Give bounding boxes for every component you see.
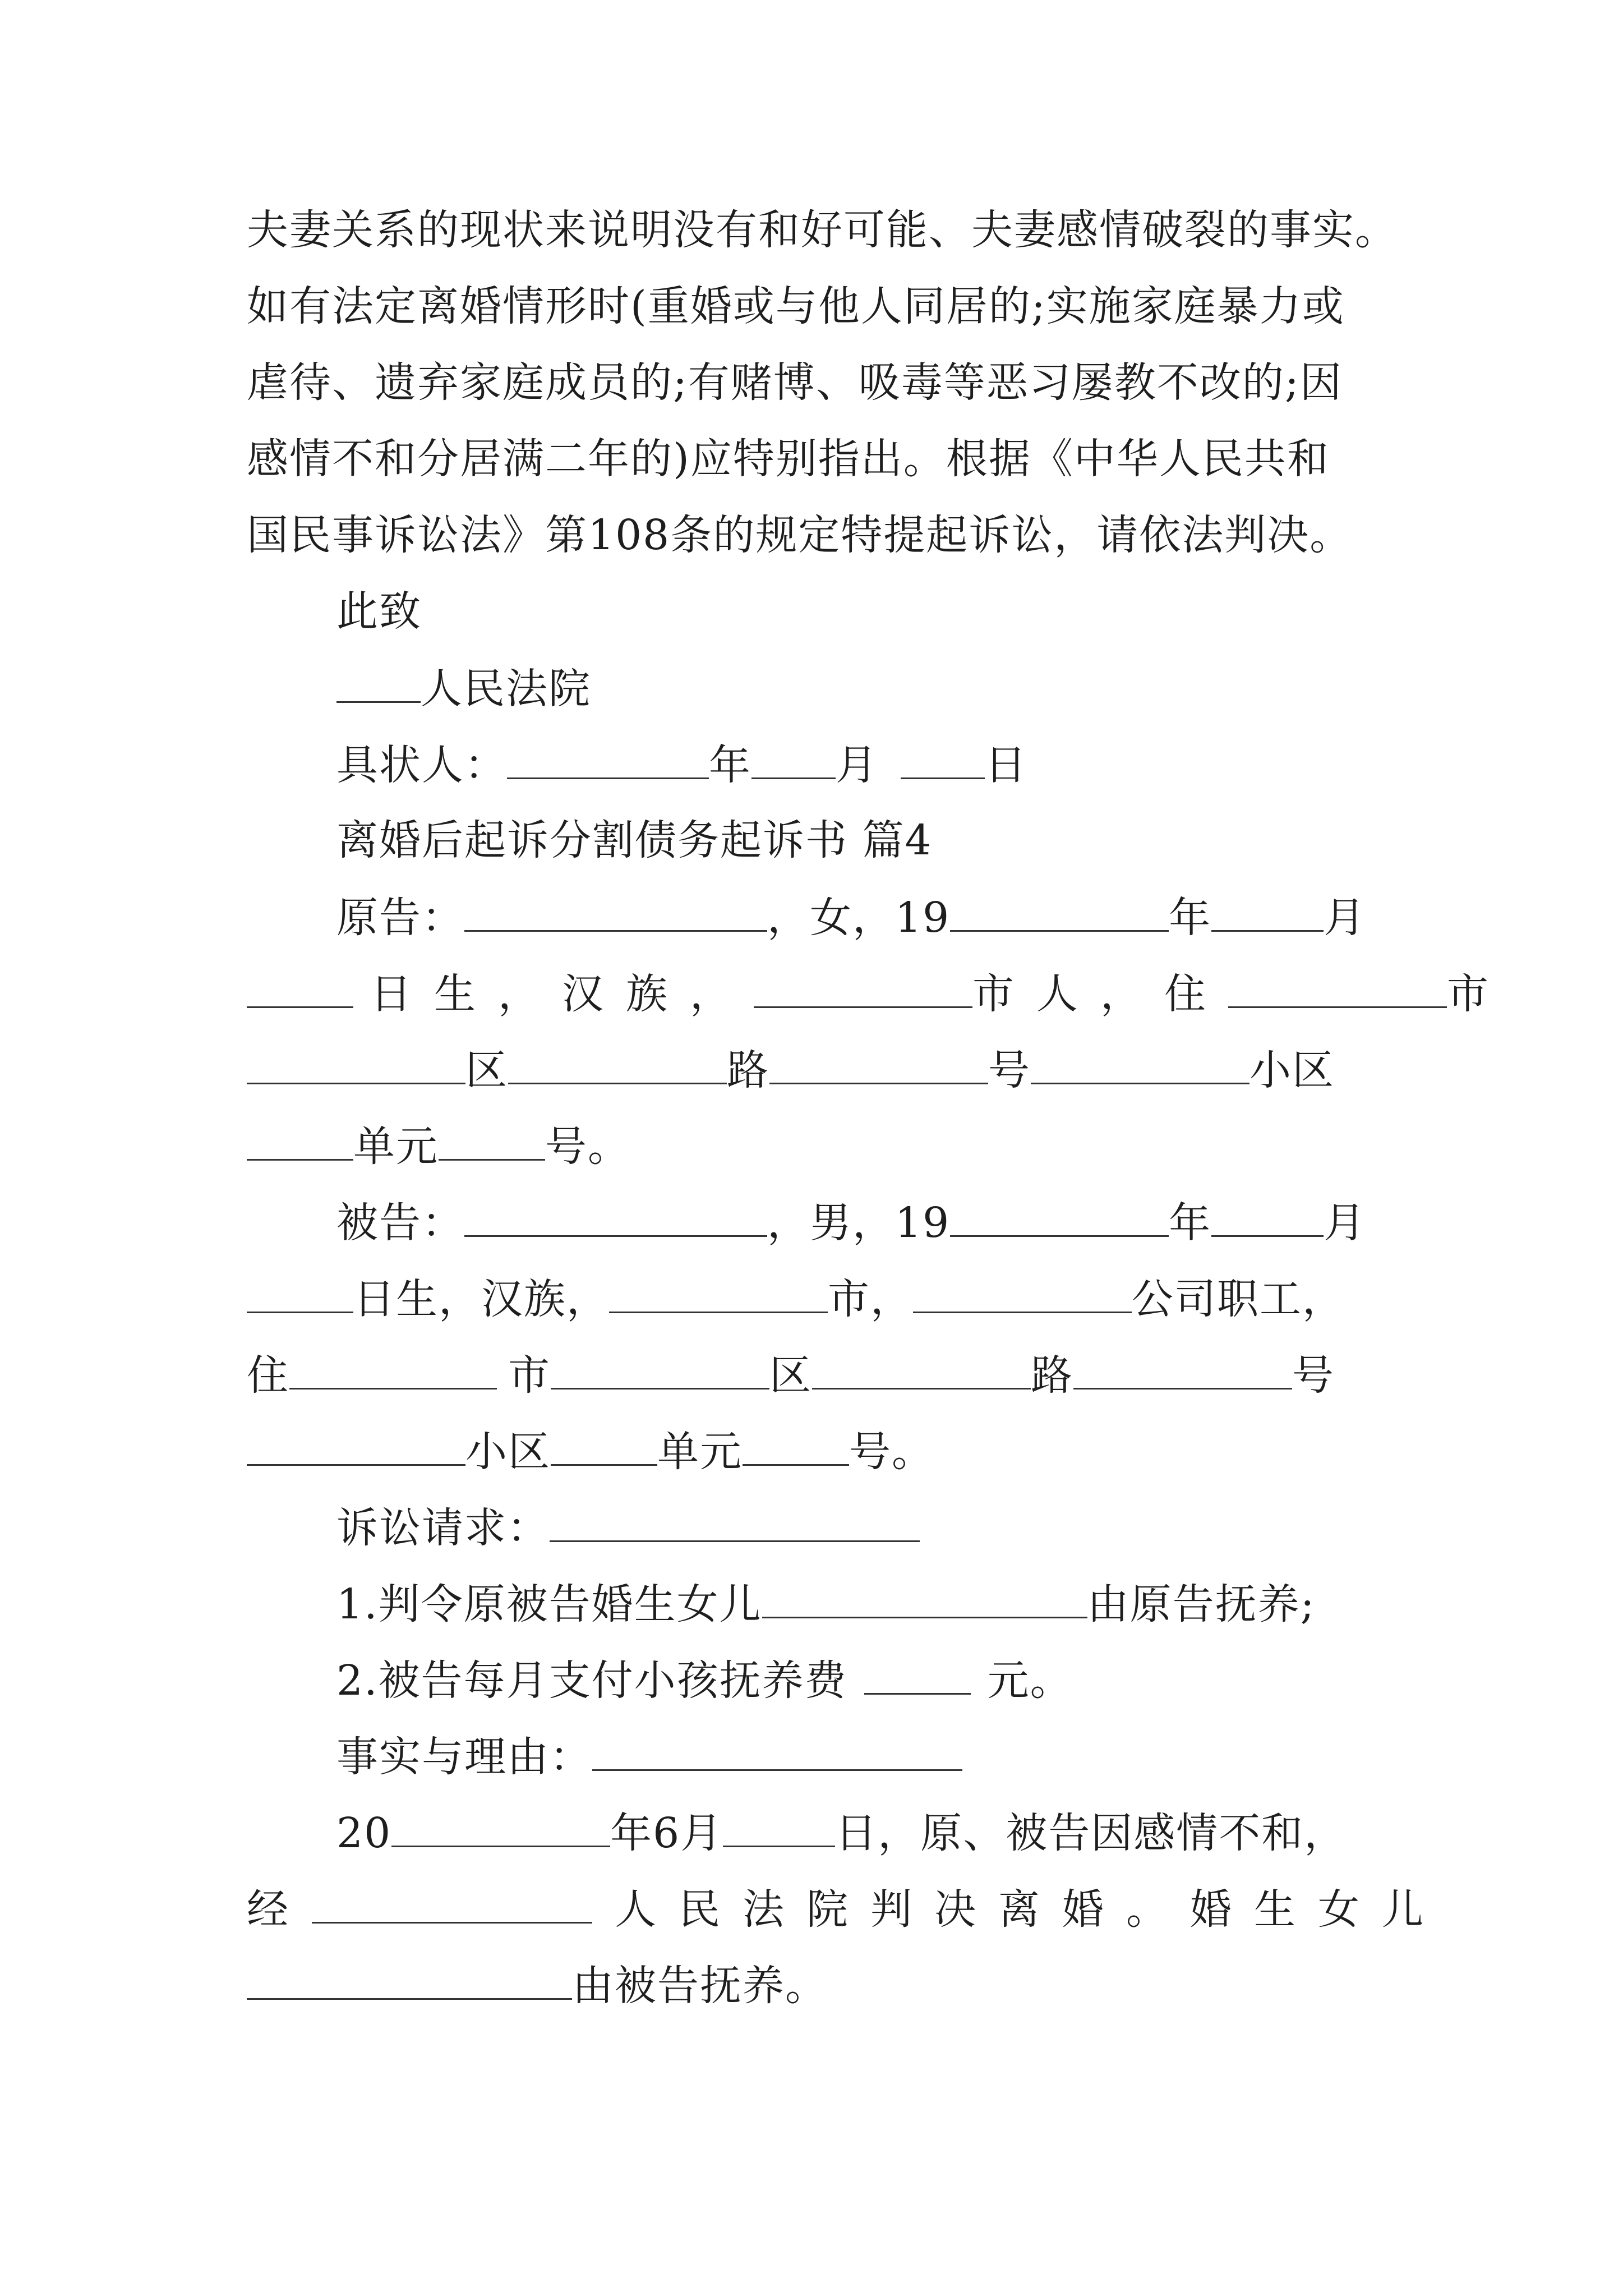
road-blank[interactable] [508, 1041, 727, 1084]
number-blank[interactable] [1073, 1346, 1292, 1389]
year-label: 年 [1169, 894, 1212, 942]
paragraph-line [247, 278, 1376, 334]
number-end-label: 号。 [849, 1428, 934, 1476]
number-end-label: 号。 [545, 1122, 630, 1171]
number-blank[interactable] [769, 1041, 988, 1084]
road-blank[interactable] [812, 1346, 1031, 1389]
defendant-line-4 [247, 1423, 1376, 1480]
claims-label: 诉讼请求： [336, 1504, 550, 1552]
gender-text: ，女，19 [767, 894, 951, 942]
district-label: 区 [465, 1046, 508, 1094]
defendant-label: 被告： [336, 1199, 464, 1247]
claim-item-2 [336, 1651, 1376, 1709]
room-blank[interactable] [743, 1423, 849, 1466]
number-label: 号 [1292, 1351, 1335, 1400]
birth-day-blank[interactable] [247, 965, 353, 1008]
month-label: 月 [1324, 1199, 1367, 1247]
number-label: 号 [988, 1046, 1031, 1094]
city-blank[interactable] [609, 1270, 828, 1313]
gender-text: ，男，19 [767, 1199, 951, 1247]
paragraph-line [247, 431, 1376, 487]
plaintiff-line-3 [247, 1041, 1376, 1098]
claim1-text: 1.判令原被告婚生女儿 [336, 1580, 762, 1628]
section-title-text: 离婚后起诉分割债务起诉书 篇4 [336, 816, 933, 864]
year-prefix: 20 [336, 1809, 392, 1857]
company-label: 公司职工， [1132, 1275, 1345, 1323]
claims-blank[interactable] [550, 1499, 920, 1542]
facts-label: 事实与理由： [336, 1733, 592, 1781]
community-label: 小区 [1249, 1046, 1335, 1094]
claim2-suffix: 元。 [987, 1657, 1073, 1705]
residence-city-blank[interactable] [1228, 965, 1447, 1008]
city-label: 市， [828, 1275, 913, 1323]
plaintiff-line-2 [247, 965, 1490, 1022]
facts-line-3 [247, 1957, 1376, 2014]
plaintiff-line-1 [336, 889, 1376, 946]
unit-blank[interactable] [247, 1117, 353, 1161]
paragraph-line [247, 355, 1376, 411]
birth-day-blank[interactable] [247, 1270, 353, 1313]
plaintiff-name-blank[interactable] [464, 889, 767, 932]
court-text: 人民法院 [421, 665, 591, 713]
birth-month-blank[interactable] [1211, 1194, 1324, 1237]
court-blank[interactable] [312, 1880, 592, 1924]
unit-label: 单元 [353, 1122, 439, 1171]
month-label: 月 [1324, 894, 1367, 942]
claim2-text: 2.被告每月支付小孩抚养费 [336, 1657, 847, 1705]
facts-line-1 [336, 1804, 1376, 1861]
daughter-name-blank[interactable] [762, 1575, 1087, 1618]
district-label: 区 [769, 1351, 812, 1400]
text: 如有法定离婚情形时(重婚或与他人同居的;实施家庭暴力或 [247, 282, 1345, 330]
road-label: 路 [1031, 1351, 1073, 1400]
facts-line-2 [247, 1880, 1446, 1938]
birth-year-blank[interactable] [950, 889, 1169, 932]
daughter-name-blank[interactable] [247, 1957, 572, 2000]
month-label: 月 [836, 741, 878, 789]
claim1-suffix: 由原告抚养; [1087, 1580, 1316, 1628]
origin-city-blank[interactable] [754, 965, 972, 1008]
defendant-name-blank[interactable] [464, 1194, 767, 1237]
defendant-line-3 [247, 1346, 1376, 1404]
claims-heading [336, 1499, 1376, 1556]
text: 感情不和分居满二年的)应特别指出。根据《中华人民共和 [247, 435, 1330, 483]
year-month-text: 年6月 [610, 1809, 723, 1857]
district-blank[interactable] [247, 1041, 465, 1084]
signer-blank[interactable] [507, 736, 709, 779]
section-title [336, 812, 1376, 868]
signer-line [336, 736, 1376, 793]
community-blank[interactable] [247, 1423, 465, 1466]
paragraph-line [247, 507, 1376, 563]
day-blank[interactable] [723, 1804, 835, 1847]
road-label: 路 [727, 1046, 769, 1094]
year-label: 年 [709, 741, 751, 789]
plaintiff-label: 原告： [336, 894, 464, 942]
origin-text: 市人，住 [972, 970, 1228, 1018]
year-blank[interactable] [391, 1804, 610, 1847]
defendant-line-2 [247, 1270, 1376, 1327]
month-blank[interactable] [751, 736, 836, 779]
court-line [336, 660, 1376, 717]
room-blank[interactable] [439, 1117, 545, 1161]
court-judgment-text: 人民法院判决离婚。婚生女儿 [615, 1885, 1446, 1934]
city-blank[interactable] [289, 1346, 497, 1389]
salutation [336, 583, 1376, 639]
court-blank[interactable] [336, 660, 421, 703]
company-blank[interactable] [913, 1270, 1132, 1313]
day-blank[interactable] [901, 736, 985, 779]
facts-blank[interactable] [592, 1728, 962, 1771]
claim-item-1 [336, 1575, 1376, 1632]
community-blank[interactable] [1031, 1041, 1249, 1084]
live-label: 住 [247, 1351, 289, 1400]
support-amount-blank[interactable] [864, 1651, 971, 1695]
day-label: 日 [985, 741, 1027, 789]
signer-label: 具状人： [336, 741, 507, 789]
birth-text: 日生，汉族， [370, 970, 754, 1018]
salutation-text: 此致 [336, 587, 422, 636]
raise-text: 由被告抚养。 [572, 1962, 828, 2010]
paragraph-line [247, 202, 1398, 258]
text: 虐待、遗弃家庭成员的;有赌博、吸毒等恶习屡教不改的;因 [247, 358, 1343, 407]
plaintiff-line-4 [247, 1117, 1376, 1175]
birth-year-blank[interactable] [950, 1194, 1169, 1237]
by-text: 经 [247, 1885, 289, 1934]
text: 国民事诉讼法》第108条的规定特提起诉讼，请依法判决。 [247, 511, 1353, 559]
community-label: 小区 [465, 1428, 551, 1476]
city-label: 市 [1447, 970, 1490, 1018]
facts-heading [336, 1728, 1376, 1785]
birth-month-blank[interactable] [1211, 889, 1324, 932]
year-label: 年 [1169, 1199, 1212, 1247]
unit-label: 单元 [657, 1428, 743, 1476]
text: 夫妻关系的现状来说明没有和好可能、夫妻感情破裂的事实。 [247, 206, 1398, 254]
defendant-line-1 [336, 1194, 1376, 1251]
facts-text: 日，原、被告因感情不和， [835, 1809, 1347, 1857]
district-blank[interactable] [551, 1346, 769, 1389]
birth-text: 日生，汉族， [353, 1275, 609, 1323]
city-label: 市 [508, 1351, 551, 1400]
unit-blank[interactable] [551, 1423, 657, 1466]
